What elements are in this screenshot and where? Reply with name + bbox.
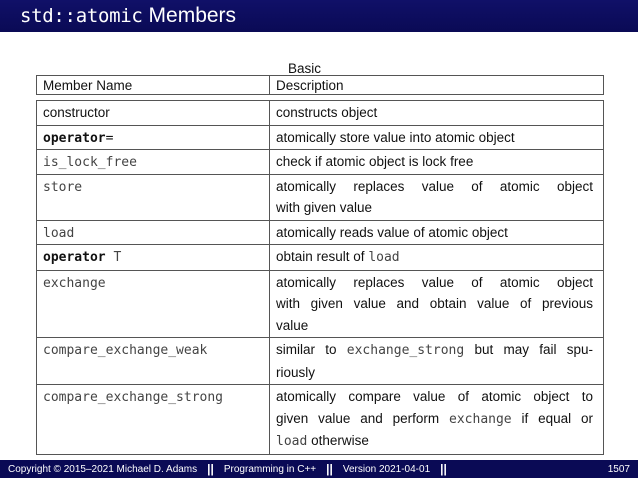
member-name-code: is_lock_free: [43, 155, 137, 170]
member-description: check if atomic object is lock free: [276, 154, 474, 169]
footer-separator: ||: [326, 462, 333, 476]
member-name: [37, 221, 270, 245]
member-name: [37, 338, 270, 384]
member-name-code: operator: [43, 250, 106, 265]
footer-separator: ||: [207, 462, 214, 476]
description-code: load: [276, 434, 308, 449]
description-line: atomically replaces value of atomic object: [276, 178, 593, 194]
footer-copyright: Copyright © 2015–2021 Michael D. Adams: [8, 463, 198, 475]
title-code: std::atomic: [20, 5, 143, 27]
member-description: [270, 175, 603, 220]
member-name: [37, 385, 270, 454]
member-name-code: compare_exchange_weak: [43, 343, 208, 358]
description-code: exchange_strong: [346, 343, 465, 358]
description-line: with given value: [276, 200, 373, 215]
footer-separator: ||: [440, 462, 447, 476]
table-row: [37, 244, 603, 270]
member-name-suffix: =: [105, 130, 114, 146]
description-line: [276, 339, 593, 362]
description-text: obtain result of: [276, 249, 369, 264]
header-member-name: Member Name: [37, 76, 270, 94]
header-description: Description: [276, 78, 344, 93]
description-line: atomically compare value of atomic object to: [276, 389, 593, 404]
member-name-code: operator: [43, 130, 106, 146]
description-text: if equal or: [511, 410, 593, 426]
table-body: [36, 100, 604, 455]
member-description: atomically store value into atomic object: [276, 129, 515, 145]
table-caption: Basic: [288, 61, 322, 76]
table-row: [37, 220, 603, 245]
member-description: [270, 385, 603, 454]
footer-course: Programming in C++: [223, 463, 317, 475]
table-row: [37, 174, 603, 220]
member-name-suffix: T: [105, 250, 122, 265]
member-name-code: exchange: [43, 275, 106, 291]
description-text: given value and perform: [276, 410, 450, 426]
description-line: [276, 430, 593, 453]
member-description: [270, 338, 603, 384]
member-description: constructs object: [276, 105, 378, 120]
member-description: [270, 271, 603, 338]
table-row: [37, 337, 603, 384]
table-header: [36, 75, 604, 95]
member-name-code: compare_exchange_strong: [43, 390, 224, 405]
member-name: [37, 175, 270, 220]
description-line: with given value and obtain value of previous: [276, 296, 593, 311]
member-name: [37, 150, 270, 174]
member-name: [37, 245, 270, 270]
member-name-code: store: [43, 179, 83, 195]
member-name-code: load: [43, 225, 75, 241]
description-line: value: [276, 317, 309, 333]
table-row: [37, 125, 603, 150]
member-name: [37, 126, 270, 150]
title-text: Members: [148, 4, 237, 27]
footer-version: Version 2021-04-01: [342, 463, 431, 475]
member-description: [270, 245, 603, 270]
member-name: constructor: [37, 101, 270, 125]
members-table: [36, 75, 604, 455]
slide-title-bar: [0, 0, 638, 32]
description-text: otherwise: [307, 433, 369, 448]
slide-footer: [0, 460, 638, 478]
description-line: atomically replaces value of atomic object: [276, 274, 593, 290]
description-code: load: [368, 250, 400, 265]
member-description: atomically reads value of atomic object: [276, 224, 508, 240]
table-row: [37, 101, 603, 125]
description-code: exchange: [449, 411, 512, 427]
description-line: [276, 408, 593, 431]
footer-page-number: 1507: [607, 463, 630, 475]
table-row: [37, 149, 603, 174]
table-row: [37, 270, 603, 338]
member-name: [37, 271, 270, 338]
description-line: riously: [276, 364, 316, 380]
description-text: but may fail spu-: [464, 342, 594, 357]
description-text: similar to: [276, 342, 347, 357]
table-row: [37, 384, 603, 454]
